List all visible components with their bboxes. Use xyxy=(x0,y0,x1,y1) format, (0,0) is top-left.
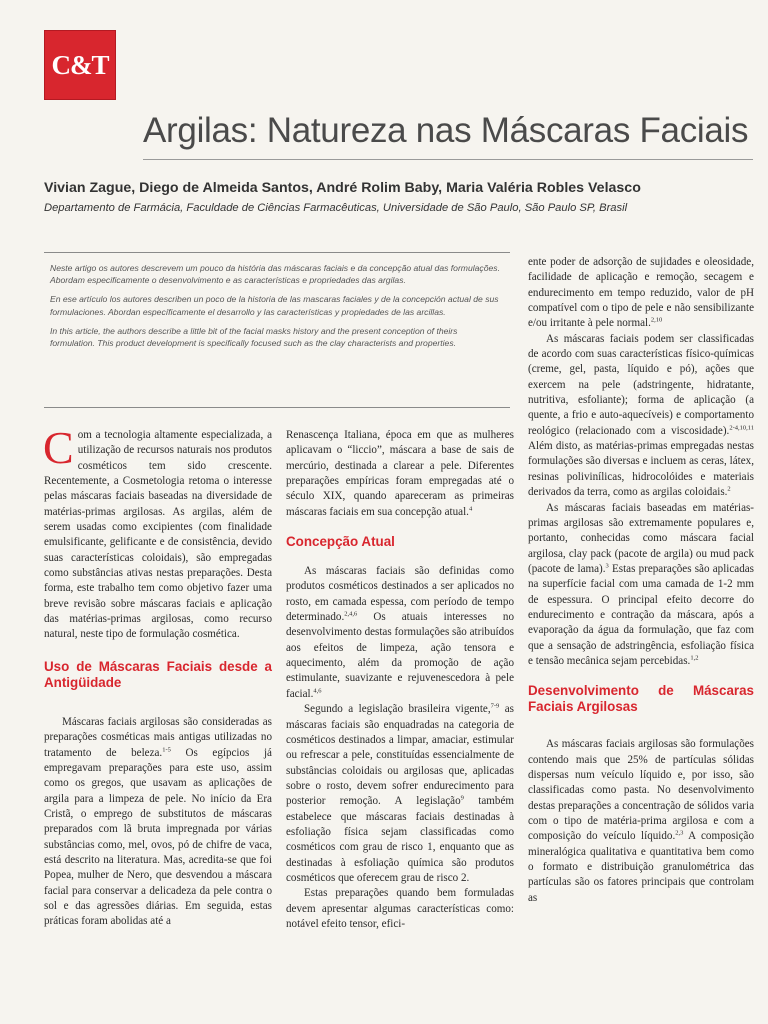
col3-text-e: Estas preparações são aplicadas na superfície facial com uma camada de 1-2 mm de espessura. O principal efeito decorre do endurecimento e contração da máscara, após a evaporação da água da formulação, que faz com que a sensação de adstringência, esfoliação física e tensão mecânica sejam percebidas. xyxy=(528,562,754,667)
renascenca-paragraph xyxy=(286,428,514,520)
intro-text: om a tecnologia altamente especializada, a utilização de recursos naturais nos produtos cosméticos tem sido crescente. Recentemente, a Cosmetologia retoma o interesse pelas máscaras faciais baseadas na diversidade de matérias-primas argilosas. As argilas, além de serem usadas como excipientes (com finalidade emulsificante, gelificante e de consistência, devido suas características coloidais), são empregadas como substâncias ativas nestas preparações. Desta forma, este trabalho tem como objetivo fazer uma breve revisão sobre máscaras faciais e aplicação das matérias-primas argilosas, como recurso natural, neste tipo de formulação cosmética. xyxy=(44,429,272,641)
citation: 2-4,10,11 xyxy=(729,424,754,432)
uso-text-b: Os egípcios já empregavam preparações para este uso, assim como os gregos, que usavam as aplicações de argila para a limpeza de pele. No início da Era Cristã, o emprego de substitutos de máscaras preparados com lã bruta impregnada por várias substâncias como, mel, ovos, pó de chifre de vaca, está descrito na literatura. Mas, acredita-se que foi Popea, mulher de Nero, que desvendou a máscara facial para conservar a delicadeza da pele contra o sol e das agressões diárias. Em seguida, estas práticas foram abolidas até a xyxy=(44,746,272,928)
conc2-text-c: também estabelece que máscaras faciais destinadas à esfoliação física sejam classificadas como cosméticos com grau de risco 1, enquanto que as destinadas à esfoliação química são produtos cosméticos que oferecem grau de risco 2. xyxy=(286,795,514,884)
citation: 4,6 xyxy=(313,687,322,695)
author-list: Vivian Zague, Diego de Almeida Santos, André Rolim Baby, Maria Valéria Robles Velasco xyxy=(44,180,641,196)
citation: 2,10 xyxy=(650,316,663,324)
title-divider xyxy=(143,159,753,160)
conc-text-a: As máscaras faciais são definidas como produtos cosméticos destinados a ser aplicados no rosto, em camada espessa, com período de tempo determinado. xyxy=(286,565,514,624)
abstract-english: In this article, the authors describe a little bit of the facial masks history and the present conception of theirs formulation. This product development is specifically focused such as the clay characterists and properties. xyxy=(50,325,458,349)
uso-text-a: Máscaras faciais argilosas são consideradas as preparações cosméticas mais antigas utilizadas no tratamento de beleza. xyxy=(44,715,272,759)
conc-text-b: Os atuais interesses no desenvolvimento destas formulações são atribuídos aos efeitos de limpeza, ação tensora e aquecimento, além da promoção de ação estimulante, suavizante e rejuvenescedora à pele facial. xyxy=(286,611,514,700)
col3-paragraph-1 xyxy=(528,255,754,332)
citation: 4 xyxy=(468,505,473,513)
conc2-text-a: Segundo a legislação brasileira vigente, xyxy=(304,703,491,716)
heading-desenvolvimento: Desenvolvimento de Máscaras Faciais Argilosas xyxy=(528,683,754,715)
column-2 xyxy=(286,428,514,932)
citation: 2 xyxy=(727,485,731,493)
uso-paragraph xyxy=(44,715,272,930)
concepcao-paragraph-2 xyxy=(286,702,514,886)
col3-paragraph-2 xyxy=(528,332,754,501)
citation: 3 xyxy=(605,562,609,570)
col3-text-b: As máscaras faciais podem ser classificadas de acordo com suas características físico-químicas (creme, gel, pasta, líquido e pó), ações que exercem na pele (adstringente, hidratante, nutritiva, esfoliante); forma de aplicação (a quente, a frio e auto-aquecíveis) e comportamento reológico (relacionado com a viscosidade). xyxy=(528,332,754,437)
heading-concepcao: Concepção Atual xyxy=(286,534,395,550)
citation: 1,2 xyxy=(690,654,699,662)
desenv-text-a: As máscaras faciais argilosas são formulações contendo mais que 25% de partículas sólidas dispersas num veículo líquido e, por isso, são classificadas como pasta. No desenvolvimento destas preparações a concentração de sólidos varia com o tipo de matéria-prima argilosa e com a composição do veículo líquido. xyxy=(528,738,754,843)
col3-paragraph-3 xyxy=(528,501,754,670)
article-title: Argilas: Natureza nas Máscaras Faciais xyxy=(143,111,749,150)
col3-text-c: Além disto, as matérias-primas empregadas nestas formulações são diversas e incluem as ceras, látex, resinas polivinílicas, hidrocolóides e materiais derivados da terra, como as argilas coloidais. xyxy=(528,440,754,499)
journal-logo xyxy=(44,30,116,100)
col3-text-d: As máscaras faciais baseadas em matérias-primas argilosas são extremamente populares e, portanto, conhecidas como máscara facial argilosa, clay pack (pacote de argila) ou mud pack (pacote de lama). xyxy=(528,501,754,575)
citation: 7-9 xyxy=(490,702,500,710)
affiliation: Departamento de Farmácia, Faculdade de Ciências Farmacêuticas, Universidade de São Paulo, São Paulo SP, Brasil xyxy=(44,202,628,214)
conc2-text-b: as máscaras faciais são enquadradas na categoria de cosméticos destinados a limpar, amaciar, estimular ou refrescar a pele, constituídas essencialmente de substâncias coloidais ou argilosas que, aplicadas sobre o rosto, devem sofrer endurecimento para posterior remoção. A legislação xyxy=(286,703,514,808)
abstract-box xyxy=(44,252,510,408)
citation: 1-5 xyxy=(162,745,171,753)
citation: 9 xyxy=(460,794,464,802)
renascenca-text: Renascença Italiana, época em que as mulheres aplicavam o “liccio”, máscara a base de sais de mercúrio, destinada a clarear a pele. Diferentes preparações empíricas foram empregadas até o século XIX, quando apareceram as primeiras máscaras faciais em sua concepção atual. xyxy=(286,429,514,518)
desenv-text-b: A composição mineralógica qualitativa e quantitativa bem como o formato e distribuição granulométrica das partículas são os fatores principais que controlam as xyxy=(528,830,754,904)
abstract-portuguese: Neste artigo os autores descrevem um pouco da história das máscaras faciais e da concepção atual das formulações. Abordam especificamente o desenvolvimento e as características e propriedades das argilas. xyxy=(50,263,500,286)
heading-uso: Uso de Máscaras Faciais desde a Antigüidade xyxy=(44,658,272,690)
concepcao-paragraph-1 xyxy=(286,564,514,702)
drop-cap: C xyxy=(43,422,74,473)
column-1 xyxy=(43,422,272,930)
column-3 xyxy=(528,255,754,906)
citation: 2,3 xyxy=(675,829,684,837)
abstract-spanish: En ese artículo los autores describen un poco de la historia de las mascaras faciales y de la concepción actual de sus formulaciones. Abordan específicamente el desarrollo y las características y propiedades de las arcillas. xyxy=(50,294,499,317)
col3-text-a: ente poder de adsorção de sujidades e oleosidade, facilidade de aplicação e remoção, secagem e endurecimento em tempo reduzido, valor de pH compatível com o tipo de pele e não sensibilizante e/ou irritante à pele normal. xyxy=(528,256,754,330)
citation: 2,4,6 xyxy=(344,610,358,618)
desenvolvimento-paragraph xyxy=(528,737,754,906)
logo-text: C&T xyxy=(51,49,109,80)
intro-paragraph xyxy=(43,422,272,643)
concepcao-paragraph-3: Estas preparações quando bem formuladas devem apresentar algumas características como: notável efeito tensor, efici- xyxy=(286,887,514,930)
